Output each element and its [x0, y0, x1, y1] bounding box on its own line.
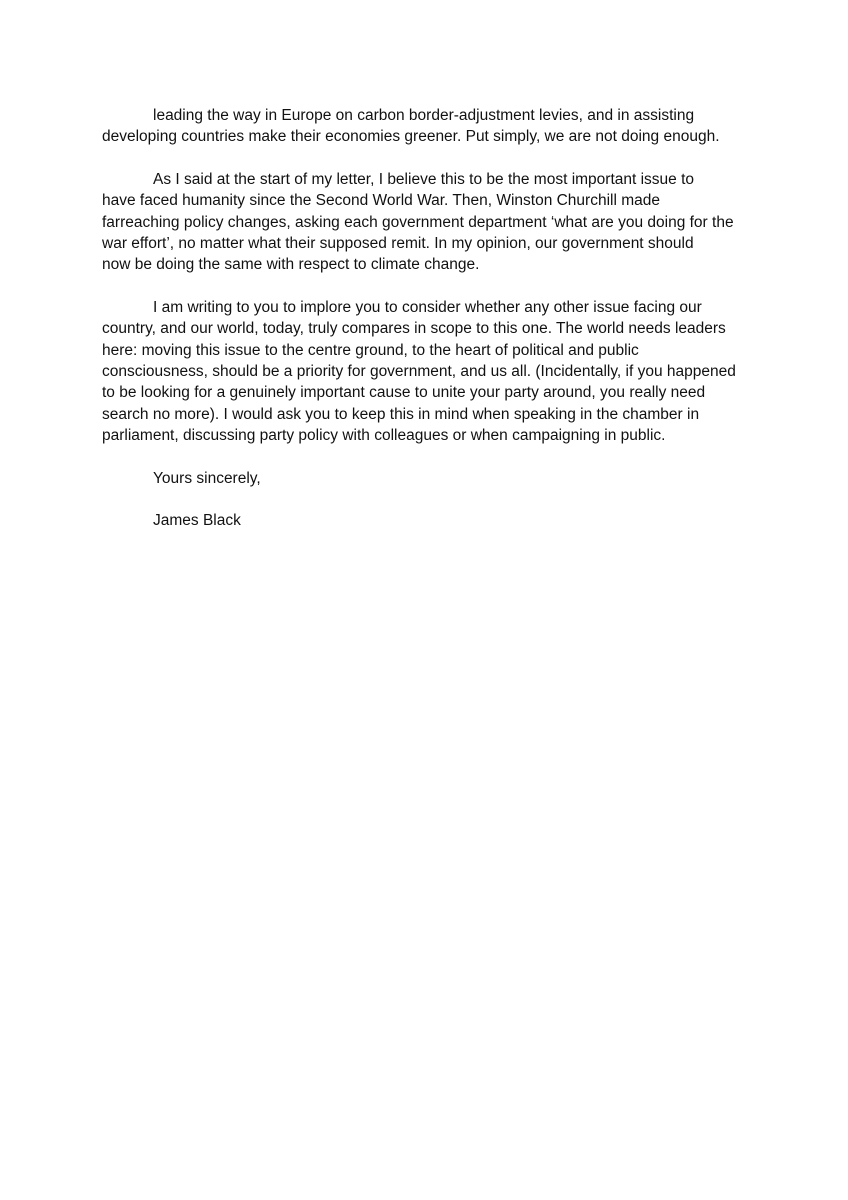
paragraph-3	[102, 297, 750, 446]
paragraph-line: here: moving this issue to the centre ground, to the heart of political and public	[102, 341, 639, 359]
paragraph-line: farreaching policy changes, asking each government department ‘what are you doing for the	[102, 213, 734, 231]
signature-name: James Black	[153, 512, 241, 530]
paragraph-line: parliament, discussing party policy with colleagues or when campaigning in public.	[102, 426, 666, 444]
paragraph-line: country, and our world, today, truly compares in scope to this one. The world needs leaders	[102, 320, 726, 338]
paragraph-line: to be looking for a genuinely important cause to unite your party around, you really need	[102, 384, 706, 402]
paragraph-line: consciousness, should be a priority for government, and us all. (Incidentally, if you happened	[102, 362, 736, 380]
paragraph-line: As I said at the start of my letter, I believe this to be the most important issue to	[153, 171, 695, 189]
paragraph-2	[102, 169, 750, 275]
closing: Yours sincerely,	[153, 469, 261, 487]
paragraph-line: war effort’, no matter what their supposed remit. In my opinion, our government should	[102, 234, 694, 252]
paragraph-line: now be doing the same with respect to climate change.	[102, 256, 480, 274]
paragraph-line: search no more). I would ask you to keep this in mind when speaking in the chamber in	[102, 405, 700, 423]
letter-body	[102, 105, 750, 553]
paragraph-line: have faced humanity since the Second World War. Then, Winston Churchill made	[102, 192, 660, 210]
paragraph-1	[102, 105, 750, 148]
paragraph-line: leading the way in Europe on carbon border-adjustment levies, and in assisting	[153, 107, 695, 124]
paragraph-line: I am writing to you to implore you to consider whether any other issue facing our	[153, 299, 702, 317]
paragraph-line: developing countries make their economies greener. Put simply, we are not doing enough.	[102, 128, 720, 146]
